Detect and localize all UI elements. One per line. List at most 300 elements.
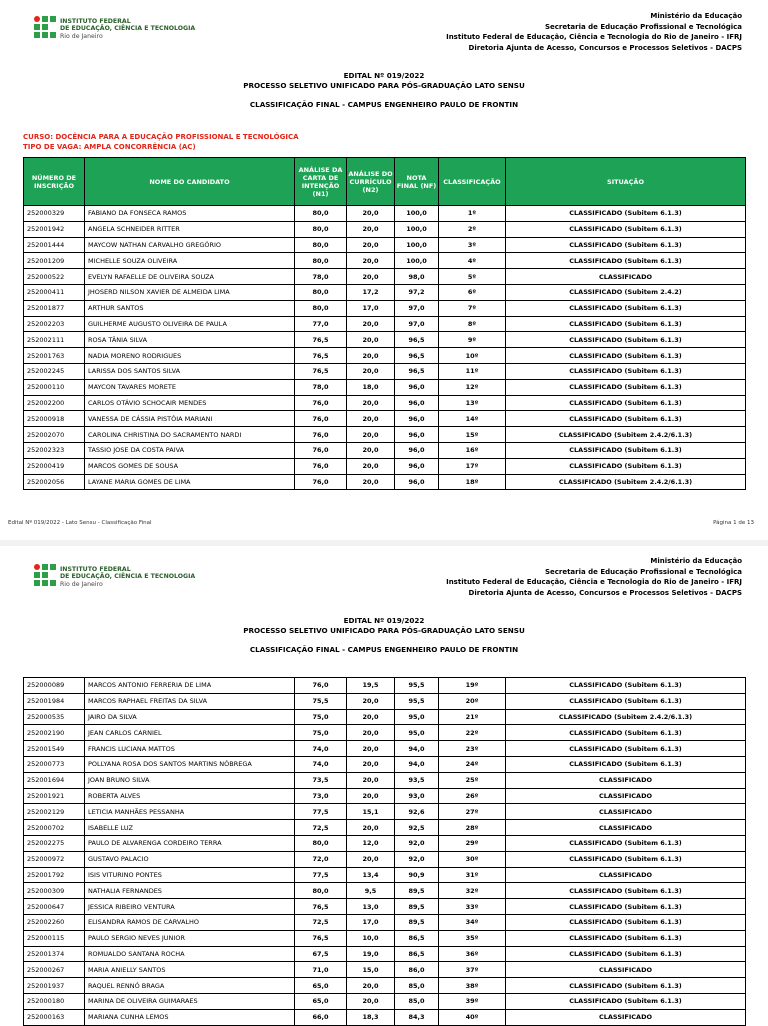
final-score-cell: 97,2 <box>395 284 439 300</box>
final-score-cell: 90,9 <box>395 867 439 883</box>
score-n1-cell: 80,0 <box>295 300 347 316</box>
rank-cell: 24º <box>439 756 506 772</box>
final-score-cell: 96,0 <box>395 379 439 395</box>
final-score-cell: 93,5 <box>395 772 439 788</box>
table-row <box>24 725 746 741</box>
score-n2-cell: 9,5 <box>347 883 395 899</box>
final-score-cell: 86,5 <box>395 946 439 962</box>
processo-title: PROCESSO SELETIVO UNIFICADO PARA PÓS-GRADUAÇÃO LATO SENSU <box>243 81 525 90</box>
score-n2-cell: 17,2 <box>347 284 395 300</box>
classificacao-title: CLASSIFICAÇÃO FINAL - CAMPUS ENGENHEIRO PAULO DE FRONTIN <box>249 100 519 109</box>
status-cell: CLASSIFICADO (Subitem 6.1.3) <box>506 237 746 253</box>
status-cell: CLASSIFICADO (Subitem 6.1.3) <box>506 458 746 474</box>
final-score-cell: 94,0 <box>395 756 439 772</box>
score-n2-cell: 20,0 <box>347 206 395 222</box>
final-score-cell: 97,0 <box>395 300 439 316</box>
registration-number-cell: 252001942 <box>24 221 85 237</box>
table-row <box>24 300 746 316</box>
ministry-line: Ministério da Educação <box>650 12 742 20</box>
score-n1-cell: 73,0 <box>295 788 347 804</box>
registration-number-cell: 252001877 <box>24 300 85 316</box>
table-row <box>24 993 746 1009</box>
status-cell: CLASSIFICADO <box>506 772 746 788</box>
score-n2-cell: 20,0 <box>347 332 395 348</box>
final-score-cell: 96,0 <box>395 411 439 427</box>
final-score-cell: 86,5 <box>395 930 439 946</box>
status-cell: CLASSIFICADO (Subitem 2.4.2/6.1.3) <box>506 709 746 725</box>
final-score-cell: 92,0 <box>395 851 439 867</box>
logo-line3: Rio de Janeiro <box>60 32 103 40</box>
ministry-line: Secretaria de Educação Profissional e Tecnológica <box>544 567 742 576</box>
score-n1-cell: 80,0 <box>295 237 347 253</box>
status-cell: CLASSIFICADO (Subitem 6.1.3) <box>506 411 746 427</box>
table-row <box>24 899 746 915</box>
rank-cell: 32º <box>439 883 506 899</box>
final-score-cell: 100,0 <box>395 221 439 237</box>
status-cell: CLASSIFICADO (Subitem 6.1.3) <box>506 348 746 364</box>
candidate-name-cell: PAULO SERGIO NEVES JUNIOR <box>85 930 295 946</box>
candidate-name-cell: MARIANA CUNHA LEMOS <box>85 1009 295 1025</box>
status-cell: CLASSIFICADO (Subitem 6.1.3) <box>506 851 746 867</box>
table-row <box>24 835 746 851</box>
course-name: CURSO: DOCÊNCIA PARA A EDUCAÇÃO PROFISSIONAL E TECNOLÓGICA <box>23 133 299 141</box>
rank-cell: 7º <box>439 300 506 316</box>
final-score-cell: 96,0 <box>395 395 439 411</box>
table-row <box>24 348 746 364</box>
final-score-cell: 85,0 <box>395 993 439 1009</box>
document-page-2 <box>0 546 768 1024</box>
candidate-name-cell: ROBERTA ALVES <box>85 788 295 804</box>
candidate-name-cell: RAQUEL RENNÓ BRAGA <box>85 978 295 994</box>
score-n1-cell: 80,0 <box>295 206 347 222</box>
logo-line3: Rio de Janeiro <box>60 580 103 588</box>
registration-number-cell: 252002260 <box>24 914 85 930</box>
rank-cell: 9º <box>439 332 506 348</box>
registration-number-cell: 252000329 <box>24 206 85 222</box>
score-n1-cell: 76,0 <box>295 395 347 411</box>
score-n2-cell: 20,0 <box>347 442 395 458</box>
final-score-cell: 97,0 <box>395 316 439 332</box>
table-row <box>24 206 746 222</box>
logo-line2: DE EDUCAÇÃO, CIÊNCIA E TECNOLOGIA <box>60 573 196 581</box>
status-cell: CLASSIFICADO <box>506 962 746 978</box>
final-score-cell: 89,5 <box>395 914 439 930</box>
score-n2-cell: 20,0 <box>347 725 395 741</box>
score-n2-cell: 20,0 <box>347 221 395 237</box>
candidate-name-cell: VANESSA DE CÁSSIA PISTÓIA MARIANI <box>85 411 295 427</box>
candidate-name-cell: FABIANO DA FONSECA RAMOS <box>85 206 295 222</box>
table-row <box>24 693 746 709</box>
final-score-cell: 86,0 <box>395 962 439 978</box>
candidate-name-cell: NATHALIA FERNANDES <box>85 883 295 899</box>
table-row <box>24 756 746 772</box>
registration-number-cell: 252000411 <box>24 284 85 300</box>
candidate-name-cell: LETICIA MANHÃES PESSANHA <box>85 804 295 820</box>
score-n2-cell: 20,0 <box>347 788 395 804</box>
column-header: NÚMERO DE INSCRIÇÃO <box>24 158 85 206</box>
score-n1-cell: 65,0 <box>295 993 347 1009</box>
score-n2-cell: 20,0 <box>347 269 395 285</box>
registration-number-cell: 252002111 <box>24 332 85 348</box>
final-score-cell: 98,0 <box>395 269 439 285</box>
score-n2-cell: 13,0 <box>347 899 395 915</box>
rank-cell: 5º <box>439 269 506 285</box>
table-row <box>24 269 746 285</box>
final-score-cell: 100,0 <box>395 206 439 222</box>
ministry-header <box>446 11 742 53</box>
candidate-name-cell: JOAN BRUNO SILVA <box>85 772 295 788</box>
score-n2-cell: 18,3 <box>347 1009 395 1025</box>
status-cell: CLASSIFICADO (Subitem 2.4.2) <box>506 284 746 300</box>
score-n2-cell: 17,0 <box>347 914 395 930</box>
registration-number-cell: 252000647 <box>24 899 85 915</box>
registration-number-cell: 252000267 <box>24 962 85 978</box>
status-cell: CLASSIFICADO (Subitem 6.1.3) <box>506 332 746 348</box>
status-cell: CLASSIFICADO <box>506 804 746 820</box>
ifrj-logo <box>34 564 204 598</box>
score-n1-cell: 75,0 <box>295 725 347 741</box>
rank-cell: 31º <box>439 867 506 883</box>
score-n1-cell: 76,0 <box>295 427 347 443</box>
table-row <box>24 411 746 427</box>
final-score-cell: 84,3 <box>395 1009 439 1025</box>
score-n1-cell: 80,0 <box>295 253 347 269</box>
candidate-name-cell: JESSICA RIBEIRO VENTURA <box>85 899 295 915</box>
final-score-cell: 95,0 <box>395 709 439 725</box>
rank-cell: 21º <box>439 709 506 725</box>
final-score-cell: 92,6 <box>395 804 439 820</box>
table-row <box>24 1009 746 1025</box>
edital-title: EDITAL Nº 019/2022 <box>343 616 425 625</box>
candidate-name-cell: ARTHUR SANTOS <box>85 300 295 316</box>
status-cell: CLASSIFICADO (Subitem 6.1.3) <box>506 693 746 709</box>
table-row <box>24 741 746 757</box>
rank-cell: 17º <box>439 458 506 474</box>
registration-number-cell: 252000110 <box>24 379 85 395</box>
rank-cell: 37º <box>439 962 506 978</box>
table-row <box>24 978 746 994</box>
candidate-name-cell: CAROLINA CHRISTINA DO SACRAMENTO NARDI <box>85 427 295 443</box>
registration-number-cell: 252000089 <box>24 678 85 694</box>
score-n1-cell: 76,0 <box>295 474 347 490</box>
status-cell: CLASSIFICADO (Subitem 6.1.3) <box>506 725 746 741</box>
score-n2-cell: 20,0 <box>347 851 395 867</box>
registration-number-cell: 252002056 <box>24 474 85 490</box>
status-cell: CLASSIFICADO <box>506 820 746 836</box>
candidate-name-cell: JHOSERD NILSON XAVIER DE ALMEIDA LIMA <box>85 284 295 300</box>
table-row <box>24 867 746 883</box>
registration-number-cell: 252000972 <box>24 851 85 867</box>
score-n2-cell: 12,0 <box>347 835 395 851</box>
candidate-name-cell: JEAN CARLOS CARNIEL <box>85 725 295 741</box>
score-n1-cell: 66,0 <box>295 1009 347 1025</box>
candidate-name-cell: CARLOS OTÁVIO SCHOCAIR MENDES <box>85 395 295 411</box>
registration-number-cell: 252000309 <box>24 883 85 899</box>
rank-cell: 6º <box>439 284 506 300</box>
rank-cell: 8º <box>439 316 506 332</box>
final-score-cell: 92,0 <box>395 835 439 851</box>
candidate-name-cell: JAIRO DA SILVA <box>85 709 295 725</box>
rank-cell: 25º <box>439 772 506 788</box>
score-n1-cell: 72,5 <box>295 914 347 930</box>
status-cell: CLASSIFICADO (Subitem 6.1.3) <box>506 741 746 757</box>
score-n1-cell: 76,5 <box>295 930 347 946</box>
score-n2-cell: 20,0 <box>347 411 395 427</box>
column-header: CLASSIFICAÇÃO <box>439 158 506 206</box>
candidate-name-cell: MICHELLE SOUZA OLIVEIRA <box>85 253 295 269</box>
ministry-line: Ministério da Educação <box>650 557 742 565</box>
status-cell: CLASSIFICADO <box>506 269 746 285</box>
rank-cell: 4º <box>439 253 506 269</box>
final-score-cell: 96,0 <box>395 458 439 474</box>
score-n1-cell: 80,0 <box>295 284 347 300</box>
registration-number-cell: 252002275 <box>24 835 85 851</box>
ministry-line: Instituto Federal de Educação, Ciência e Tecnologia do Rio de Janeiro - IFRJ <box>446 33 742 41</box>
table-row <box>24 458 746 474</box>
column-header: SITUAÇÃO <box>506 158 746 206</box>
candidate-name-cell: LARISSA DOS SANTOS SILVA <box>85 363 295 379</box>
final-score-cell: 100,0 <box>395 237 439 253</box>
table-row <box>24 284 746 300</box>
score-n2-cell: 19,0 <box>347 946 395 962</box>
registration-number-cell: 252001549 <box>24 741 85 757</box>
rank-cell: 23º <box>439 741 506 757</box>
rank-cell: 30º <box>439 851 506 867</box>
candidate-name-cell: ELISANDRA RAMOS DE CARVALHO <box>85 914 295 930</box>
registration-number-cell: 252002200 <box>24 395 85 411</box>
document-titles <box>0 616 768 655</box>
score-n1-cell: 76,5 <box>295 899 347 915</box>
candidate-name-cell: EVELYN RAFAELLE DE OLIVEIRA SOUZA <box>85 269 295 285</box>
score-n2-cell: 20,0 <box>347 709 395 725</box>
registration-number-cell: 252000918 <box>24 411 85 427</box>
table-row <box>24 914 746 930</box>
status-cell: CLASSIFICADO (Subitem 6.1.3) <box>506 206 746 222</box>
score-n1-cell: 75,0 <box>295 709 347 725</box>
status-cell: CLASSIFICADO <box>506 1009 746 1025</box>
registration-number-cell: 252001792 <box>24 867 85 883</box>
rank-cell: 27º <box>439 804 506 820</box>
status-cell: CLASSIFICADO (Subitem 2.4.2/6.1.3) <box>506 474 746 490</box>
status-cell: CLASSIFICADO (Subitem 6.1.3) <box>506 300 746 316</box>
final-score-cell: 85,0 <box>395 978 439 994</box>
processo-title: PROCESSO SELETIVO UNIFICADO PARA PÓS-GRADUAÇÃO LATO SENSU <box>243 626 525 635</box>
footer-left: Edital Nº 019/2022 - Lato Sensu - Classificação Final <box>8 520 152 526</box>
registration-number-cell: 252000115 <box>24 930 85 946</box>
registration-number-cell: 252000702 <box>24 820 85 836</box>
status-cell: CLASSIFICADO (Subitem 6.1.3) <box>506 678 746 694</box>
table-row <box>24 788 746 804</box>
score-n1-cell: 72,0 <box>295 851 347 867</box>
table-row <box>24 930 746 946</box>
score-n2-cell: 20,0 <box>347 363 395 379</box>
registration-number-cell: 252001763 <box>24 348 85 364</box>
rank-cell: 20º <box>439 693 506 709</box>
candidate-name-cell: MAYCON TAVARES MORETE <box>85 379 295 395</box>
score-n1-cell: 80,0 <box>295 221 347 237</box>
rank-cell: 28º <box>439 820 506 836</box>
score-n2-cell: 19,5 <box>347 678 395 694</box>
final-score-cell: 95,5 <box>395 693 439 709</box>
final-score-cell: 94,0 <box>395 741 439 757</box>
score-n2-cell: 20,0 <box>347 237 395 253</box>
final-score-cell: 95,5 <box>395 678 439 694</box>
score-n1-cell: 76,0 <box>295 442 347 458</box>
table-row <box>24 946 746 962</box>
registration-number-cell: 252001374 <box>24 946 85 962</box>
table-row <box>24 678 746 694</box>
rank-cell: 26º <box>439 788 506 804</box>
score-n1-cell: 65,0 <box>295 978 347 994</box>
score-n1-cell: 74,0 <box>295 756 347 772</box>
status-cell: CLASSIFICADO (Subitem 6.1.3) <box>506 442 746 458</box>
score-n2-cell: 15,0 <box>347 962 395 978</box>
candidate-name-cell: LAYANE MARIA GOMES DE LIMA <box>85 474 295 490</box>
rank-cell: 22º <box>439 725 506 741</box>
score-n1-cell: 71,0 <box>295 962 347 978</box>
score-n2-cell: 20,0 <box>347 316 395 332</box>
column-header: NOME DO CANDIDATO <box>85 158 295 206</box>
status-cell: CLASSIFICADO (Subitem 6.1.3) <box>506 379 746 395</box>
score-n2-cell: 10,0 <box>347 930 395 946</box>
status-cell: CLASSIFICADO (Subitem 6.1.3) <box>506 253 746 269</box>
score-n2-cell: 20,0 <box>347 348 395 364</box>
rank-cell: 1º <box>439 206 506 222</box>
final-score-cell: 96,5 <box>395 363 439 379</box>
score-n1-cell: 67,5 <box>295 946 347 962</box>
candidate-name-cell: ROSA TÂNIA SILVA <box>85 332 295 348</box>
rank-cell: 18º <box>439 474 506 490</box>
score-n2-cell: 17,0 <box>347 300 395 316</box>
status-cell: CLASSIFICADO <box>506 788 746 804</box>
candidate-name-cell: GUILHERME AUGUSTO OLIVEIRA DE PAULA <box>85 316 295 332</box>
table-row <box>24 395 746 411</box>
table-row <box>24 804 746 820</box>
candidate-name-cell: MARCOS RAPHAEL FREITAS DA SILVA <box>85 693 295 709</box>
rank-cell: 38º <box>439 978 506 994</box>
rank-cell: 2º <box>439 221 506 237</box>
table-row <box>24 379 746 395</box>
column-header: ANÁLISE DA CARTA DE INTENÇÃO (N1) <box>295 158 347 206</box>
registration-number-cell: 252002245 <box>24 363 85 379</box>
candidate-name-cell: ROMUALDO SANTANA ROCHA <box>85 946 295 962</box>
table-row <box>24 962 746 978</box>
table-row <box>24 772 746 788</box>
table-row <box>24 474 746 490</box>
status-cell: CLASSIFICADO (Subitem 6.1.3) <box>506 221 746 237</box>
rank-cell: 3º <box>439 237 506 253</box>
score-n1-cell: 76,0 <box>295 678 347 694</box>
status-cell: CLASSIFICADO (Subitem 6.1.3) <box>506 883 746 899</box>
registration-number-cell: 252001984 <box>24 693 85 709</box>
table-row <box>24 316 746 332</box>
table-row <box>24 820 746 836</box>
score-n2-cell: 20,0 <box>347 458 395 474</box>
registration-number-cell: 252000419 <box>24 458 85 474</box>
registration-number-cell: 252002190 <box>24 725 85 741</box>
score-n1-cell: 73,5 <box>295 772 347 788</box>
score-n2-cell: 20,0 <box>347 978 395 994</box>
score-n1-cell: 80,0 <box>295 883 347 899</box>
candidate-name-cell: GUSTAVO PALACIO <box>85 851 295 867</box>
score-n2-cell: 20,0 <box>347 820 395 836</box>
score-n1-cell: 76,5 <box>295 332 347 348</box>
candidate-name-cell: FRANCIS LUCIANA MATTOS <box>85 741 295 757</box>
footer-page-number: Página 1 de 13 <box>713 520 754 526</box>
score-n1-cell: 74,0 <box>295 741 347 757</box>
registration-number-cell: 252000522 <box>24 269 85 285</box>
registration-number-cell: 252001937 <box>24 978 85 994</box>
candidate-name-cell: TASSIO JOSE DA COSTA PAIVA <box>85 442 295 458</box>
score-n2-cell: 18,0 <box>347 379 395 395</box>
status-cell: CLASSIFICADO (Subitem 6.1.3) <box>506 899 746 915</box>
score-n2-cell: 20,0 <box>347 427 395 443</box>
final-score-cell: 93,0 <box>395 788 439 804</box>
column-header: NOTA FINAL (NF) <box>395 158 439 206</box>
table-header-row <box>24 158 746 206</box>
classificacao-title: CLASSIFICAÇÃO FINAL - CAMPUS ENGENHEIRO PAULO DE FRONTIN <box>249 645 519 654</box>
status-cell: CLASSIFICADO <box>506 867 746 883</box>
final-score-cell: 96,5 <box>395 332 439 348</box>
ministry-line: Diretoria Ajunta de Acesso, Concursos e Processos Seletivos - DACPS <box>468 588 742 597</box>
status-cell: CLASSIFICADO (Subitem 6.1.3) <box>506 978 746 994</box>
score-n2-cell: 15,1 <box>347 804 395 820</box>
status-cell: CLASSIFICADO (Subitem 6.1.3) <box>506 756 746 772</box>
document-titles <box>0 71 768 110</box>
logo-line1: INSTITUTO FEDERAL <box>60 566 131 573</box>
registration-number-cell: 252002203 <box>24 316 85 332</box>
candidate-name-cell: ISABELLE LUZ <box>85 820 295 836</box>
score-n1-cell: 77,5 <box>295 867 347 883</box>
registration-number-cell: 252000535 <box>24 709 85 725</box>
ministry-line: Secretaria de Educação Profissional e Tecnológica <box>544 22 742 31</box>
course-info <box>23 132 299 152</box>
registration-number-cell: 252000773 <box>24 756 85 772</box>
score-n2-cell: 20,0 <box>347 693 395 709</box>
score-n1-cell: 78,0 <box>295 379 347 395</box>
final-score-cell: 89,5 <box>395 899 439 915</box>
status-cell: CLASSIFICADO (Subitem 6.1.3) <box>506 363 746 379</box>
logo-squares-icon <box>34 564 56 586</box>
score-n1-cell: 76,0 <box>295 411 347 427</box>
candidate-name-cell: MARINA DE OLIVEIRA GUIMARAES <box>85 993 295 1009</box>
logo-line2: DE EDUCAÇÃO, CIÊNCIA E TECNOLOGIA <box>60 25 196 33</box>
score-n2-cell: 20,0 <box>347 993 395 1009</box>
score-n2-cell: 20,0 <box>347 253 395 269</box>
rank-cell: 19º <box>439 678 506 694</box>
score-n1-cell: 77,5 <box>295 804 347 820</box>
candidate-name-cell: NADIA MORENO RODRIGUES <box>85 348 295 364</box>
registration-number-cell: 252000180 <box>24 993 85 1009</box>
rank-cell: 16º <box>439 442 506 458</box>
rank-cell: 13º <box>439 395 506 411</box>
final-score-cell: 89,5 <box>395 883 439 899</box>
score-n2-cell: 20,0 <box>347 741 395 757</box>
status-cell: CLASSIFICADO (Subitem 6.1.3) <box>506 993 746 1009</box>
column-header: ANÁLISE DO CURRÍCULO (N2) <box>347 158 395 206</box>
table-row <box>24 221 746 237</box>
logo-line1: INSTITUTO FEDERAL <box>60 18 131 25</box>
rank-cell: 33º <box>439 899 506 915</box>
candidate-name-cell: MAYCOW NATHAN CARVALHO GREGÓRIO <box>85 237 295 253</box>
score-n1-cell: 72,5 <box>295 820 347 836</box>
candidate-name-cell: ISIS VITURINO PONTES <box>85 867 295 883</box>
score-n2-cell: 20,0 <box>347 474 395 490</box>
score-n2-cell: 13,4 <box>347 867 395 883</box>
candidate-name-cell: MARCOS GOMES DE SOUSA <box>85 458 295 474</box>
rank-cell: 39º <box>439 993 506 1009</box>
rank-cell: 14º <box>439 411 506 427</box>
